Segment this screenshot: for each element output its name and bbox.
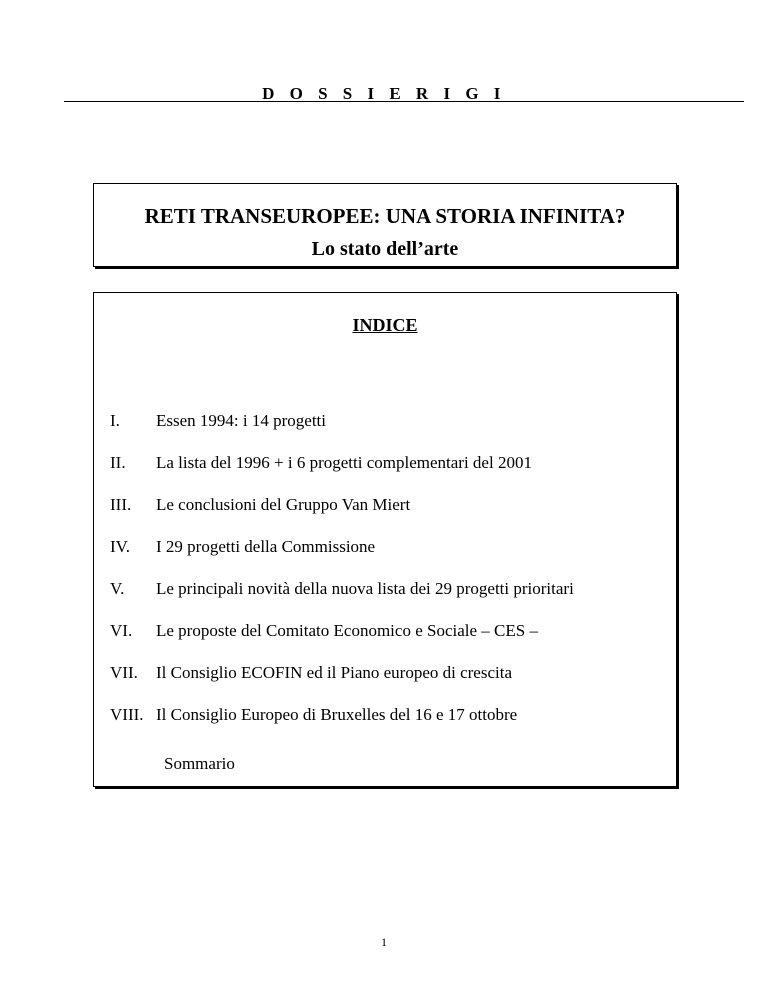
index-box <box>93 292 677 787</box>
index-item-label: La lista del 1996 + i 6 progetti complementari del 2001 <box>156 453 532 472</box>
index-item-label: Il Consiglio Europeo di Bruxelles del 16 e 17 ottobre <box>156 705 518 724</box>
index-item-number: V. <box>110 579 125 598</box>
index-item-number: VI. <box>110 621 133 640</box>
index-item-label: Le proposte del Comitato Economico e Sociale – CES – <box>156 621 538 640</box>
index-item-number: IV. <box>110 537 130 556</box>
document-subtitle: Lo stato dell’arte <box>311 238 459 260</box>
index-item-label: Il Consiglio ECOFIN ed il Piano europeo di crescita <box>156 663 512 682</box>
index-item-number: III. <box>110 495 132 514</box>
index-item-label: Le conclusioni del Gruppo Van Miert <box>156 495 411 514</box>
index-item-number: I. <box>110 411 120 430</box>
index-item-number: II. <box>110 453 126 472</box>
page-number: 1 <box>381 935 387 949</box>
index-item-number: VII. <box>110 663 138 682</box>
summary-entry: Sommario <box>164 754 235 773</box>
index-heading: INDICE <box>352 315 418 335</box>
document-header: D O S S I E R I G I <box>262 84 506 103</box>
header-rule <box>64 101 744 102</box>
title-box <box>93 183 677 267</box>
index-item-label: I 29 progetti della Commissione <box>156 537 376 556</box>
index-item-label: Essen 1994: i 14 progetti <box>156 411 326 430</box>
index-item-number: VIII. <box>110 705 144 724</box>
document-title: RETI TRANSEUROPEE: UNA STORIA INFINITA? <box>144 204 626 228</box>
index-item-label: Le principali novità della nuova lista dei 29 progetti prioritari <box>156 579 574 598</box>
